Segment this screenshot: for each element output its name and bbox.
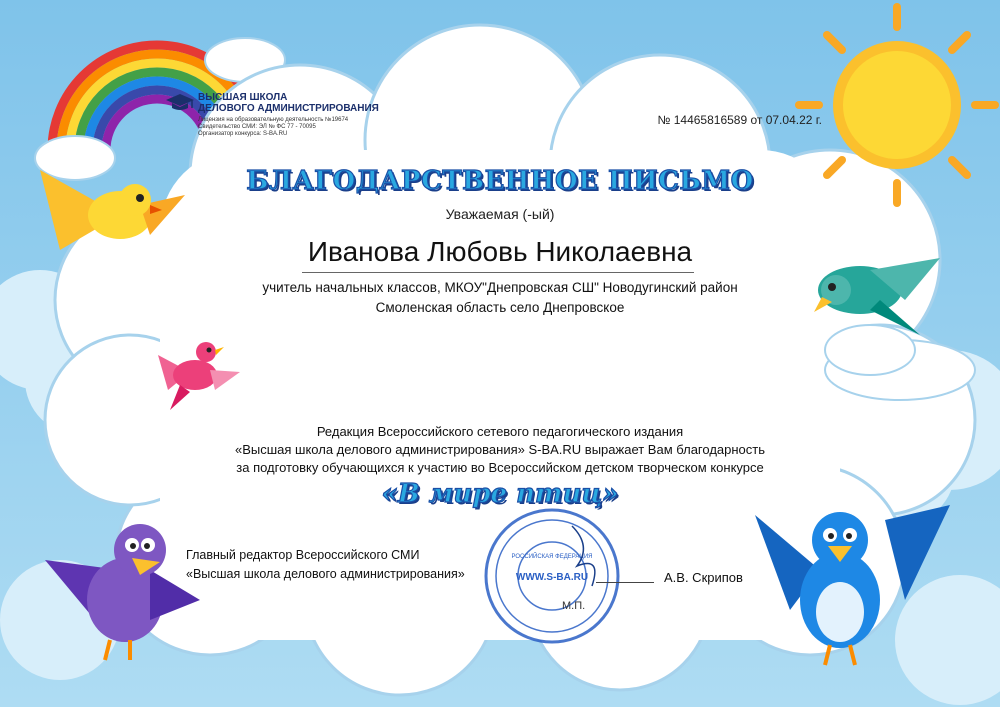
editor-role-line1: Главный редактор Всероссийского СМИ bbox=[186, 548, 420, 562]
signer-name: А.В. Скрипов bbox=[664, 570, 743, 585]
publisher-logo bbox=[166, 92, 396, 138]
graduation-cap-icon bbox=[166, 92, 194, 112]
recipient-position-line2: Смоленская область село Днепровское bbox=[375, 300, 625, 315]
official-stamp bbox=[482, 506, 622, 646]
contest-name: «В мире птиц» bbox=[381, 479, 619, 509]
editor-role-line2: «Высшая школа делового администрирования» bbox=[186, 567, 465, 581]
name-underline bbox=[302, 272, 694, 273]
document-number: № 14465816589 от 07.04.22 г. bbox=[657, 113, 822, 127]
body-text-line1: Редакция Всероссийского сетевого педагогического издания bbox=[316, 424, 684, 439]
stamp-center-text: WWW.S-BA.RU bbox=[515, 572, 589, 583]
body-text-line3: за подготовку обучающихся к участию во Всероссийском детском творческом конкурсе bbox=[236, 460, 764, 475]
letter-title: БЛАГОДАРСТВЕННОЕ ПИСЬМО bbox=[246, 166, 754, 196]
organizer-text: Организатор конкурса: S-BA.RU bbox=[198, 131, 288, 137]
signature-line bbox=[596, 582, 654, 583]
recipient-position-line1: учитель начальных классов, МКОУ"Днепровская СШ" Новодугинский район bbox=[262, 280, 738, 295]
logo-title-line1: ВЫСШАЯ ШКОЛА bbox=[198, 92, 288, 103]
license-text: Лицензия на образовательную деятельность №19674 bbox=[198, 117, 349, 123]
body-text-line2: «Высшая школа делового администрирования» S-BA.RU выражает Вам благодарность bbox=[234, 442, 766, 457]
logo-title-line2: ДЕЛОВОГО АДМИНИСТРИРОВАНИЯ bbox=[198, 103, 379, 114]
seal-place-mark: М.П. bbox=[562, 600, 586, 612]
recipient-name: Иванова Любовь Николаевна bbox=[307, 236, 693, 267]
stamp-label: РОССИЙСКАЯ ФЕДЕРАЦИЯ bbox=[511, 554, 593, 560]
media-certificate-text: Свидетельство СМИ: ЭЛ № ФС 77 - 70095 bbox=[198, 124, 316, 130]
salutation: Уважаемая (-ый) bbox=[445, 206, 555, 222]
